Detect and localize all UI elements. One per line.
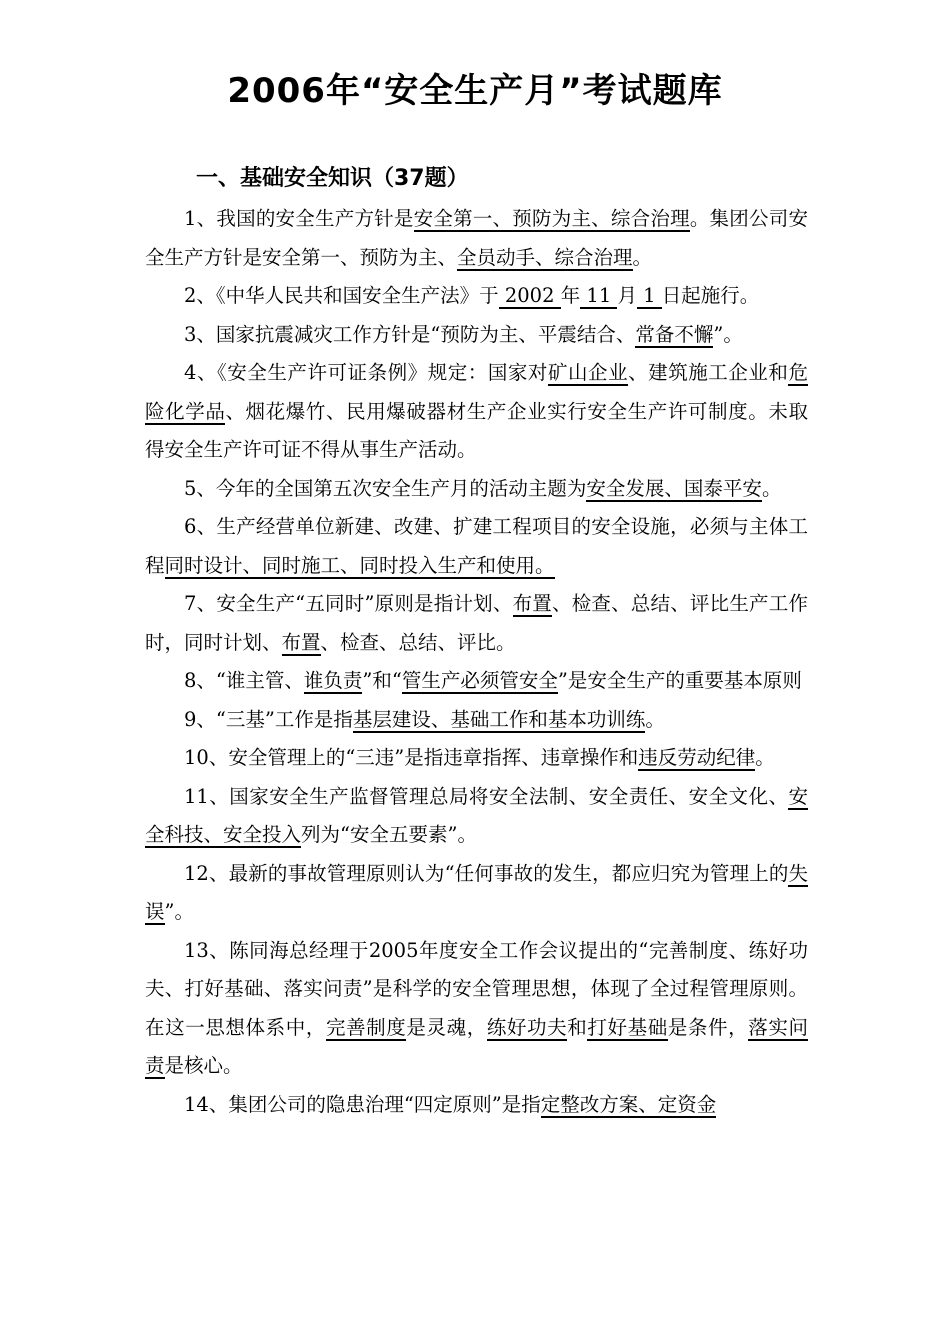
question-item: [145, 739, 808, 778]
answer-underlined: 安全第一、预防为主、综合治理: [413, 207, 690, 230]
question-text: 4、《安全生产许可证条例》规定：国家对: [184, 361, 548, 384]
question-text: 8、“谁主管、: [184, 669, 304, 692]
question-item: [145, 585, 808, 662]
question-item: [145, 855, 808, 932]
answer-underlined: 同时设计、同时施工、同时投入生产和使用。: [164, 553, 555, 577]
page-title: 2006年“安全生产月”考试题库: [227, 71, 723, 111]
answer-underlined: 管生产必须管安全: [401, 669, 558, 692]
question-text: 14、集团公司的隐患治理“四定原则”是指: [184, 1092, 541, 1116]
answer-underlined: 2002: [498, 284, 561, 307]
question-text: 。: [761, 476, 782, 500]
question-text: 。: [755, 746, 775, 769]
question-text: 5、今年的全国第五次安全生产月的活动主题为: [184, 476, 587, 500]
question-item: [145, 470, 808, 509]
answer-underlined: 布置: [281, 630, 321, 654]
question-text: 日起施行。: [661, 284, 760, 307]
question-list: [145, 200, 808, 1124]
section-heading: 一、基础安全知识（37题）: [196, 166, 469, 191]
question-text: 6、生产经营单位新建、改建、扩建工程项目的安全设施，必须与主体工程: [145, 515, 808, 577]
question-text: 、烟花爆竹、民用爆破器材生产企业实行安全生产许可制度。未取得安全生产许可证不得从事生产活动。: [145, 399, 808, 461]
answer-underlined: 练好功夫: [486, 1015, 568, 1039]
question-text: 年: [560, 284, 581, 307]
question-item: [145, 200, 808, 277]
question-text: 是核心。: [164, 1054, 243, 1077]
answer-underlined: 全员动手、综合治理: [457, 245, 633, 269]
question-text: 列为“安全五要素”。: [301, 823, 477, 846]
answer-underlined: 失误: [145, 861, 808, 923]
question-text: 2、《中华人民共和国安全生产法》于: [184, 284, 499, 307]
answer-underlined: 完善制度: [325, 1015, 407, 1039]
question-text: 7、安全生产“五同时”原则是指计划、: [184, 592, 513, 615]
question-item: [145, 277, 808, 316]
question-text: ”是安全生产的重要基本原则: [557, 669, 802, 692]
answer-underlined: 打好基础: [587, 1015, 668, 1039]
question-text: 1、我国的安全生产方针是: [184, 207, 414, 230]
answer-underlined: 危险化学品: [145, 361, 808, 423]
question-text: 9、“三基”工作是指: [184, 707, 353, 731]
question-item: [145, 316, 808, 355]
answer-underlined: 矿山企业: [547, 361, 629, 384]
question-text: 、建筑施工企业和: [628, 361, 789, 384]
question-text: 。集团公司安全生产方针是安全第一、预防为主、: [145, 207, 808, 269]
answer-underlined: 违反劳动纪律: [638, 746, 756, 769]
question-text: 、检查、总结、评比生产工作时，同时计划、: [145, 592, 808, 654]
question-item: [145, 701, 808, 740]
question-text: 11、国家安全生产监督管理总局将安全法制、安全责任、安全文化、: [184, 784, 789, 808]
question-text: ”。: [164, 900, 194, 923]
answer-underlined: 布置: [512, 592, 552, 615]
question-text: 和: [567, 1015, 588, 1039]
question-text: ”和“: [362, 669, 402, 692]
answer-underlined: 定整改方案、定资金: [540, 1092, 717, 1116]
question-text: 、检查、总结、评比。: [320, 630, 516, 654]
question-text: 10、安全管理上的“三违”是指违章指挥、违章操作和: [184, 746, 639, 769]
question-text: 。: [632, 245, 653, 269]
answer-underlined: 安全科技、安全投入: [145, 784, 808, 846]
answer-underlined: 常备不懈: [635, 322, 714, 346]
answer-underlined: 谁负责: [303, 669, 363, 692]
answer-underlined: 11: [580, 284, 618, 307]
question-text: ”。: [713, 322, 743, 346]
question-text: 是条件，: [667, 1015, 749, 1039]
question-text: 是灵魂，: [406, 1015, 487, 1039]
question-item: [145, 932, 808, 1086]
question-text: 13、陈同海总经理于2005年度安全工作会议提出的“完善制度、练好功夫、打好基础、落实问责”是科学的安全管理思想，体现了全过程管理原则。在这一思想体系中，: [145, 938, 808, 1039]
question-item: [145, 354, 808, 470]
question-text: 。: [645, 707, 665, 731]
answer-underlined: 安全发展、国泰平安: [586, 476, 762, 500]
question-text: 3、国家抗震减灾工作方针是“预防为主、平震结合、: [184, 322, 636, 346]
question-text: 月: [617, 284, 637, 307]
question-text: 12、最新的事故管理原则认为“任何事故的发生，都应归究为管理上的: [184, 861, 789, 885]
question-item: [145, 508, 808, 585]
answer-underlined: 1: [636, 284, 662, 307]
answer-underlined: 落实问责: [145, 1015, 808, 1077]
question-item: [145, 778, 808, 855]
question-item: [145, 1086, 808, 1125]
question-item: [145, 662, 808, 701]
answer-underlined: 基层建设、基础工作和基本功训练: [352, 707, 646, 731]
